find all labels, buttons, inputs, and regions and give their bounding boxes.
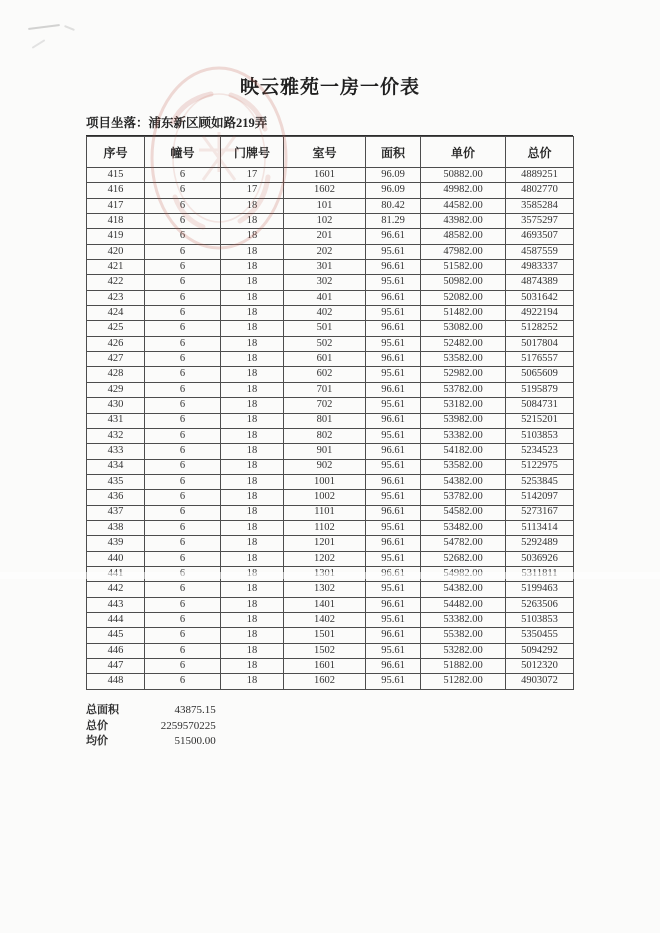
table-row <box>87 674 574 689</box>
table-cell: 54782.00 <box>421 536 506 551</box>
table-cell: 18 <box>221 474 284 489</box>
table-cell: 53482.00 <box>421 520 506 535</box>
table-cell: 6 <box>145 536 221 551</box>
table-cell: 52982.00 <box>421 367 506 382</box>
table-cell: 429 <box>87 382 145 397</box>
table-cell: 702 <box>284 398 366 413</box>
table-cell: 801 <box>284 413 366 428</box>
table-cell: 1501 <box>284 628 366 643</box>
table-cell: 301 <box>284 260 366 275</box>
table-row <box>87 505 574 520</box>
table-row <box>87 244 574 259</box>
table-cell: 402 <box>284 306 366 321</box>
table-row <box>87 536 574 551</box>
table-row <box>87 459 574 474</box>
table-cell: 18 <box>221 290 284 305</box>
table-cell: 1402 <box>284 612 366 627</box>
table-row <box>87 520 574 535</box>
table-cell: 95.61 <box>366 520 421 535</box>
table-cell: 5031642 <box>506 290 574 305</box>
table-cell: 701 <box>284 382 366 397</box>
table-cell: 96.61 <box>366 290 421 305</box>
table-row <box>87 582 574 597</box>
col-header-seq: 序号 <box>87 137 145 168</box>
table-cell: 48582.00 <box>421 229 506 244</box>
table-cell: 52482.00 <box>421 336 506 351</box>
summary-total-price <box>86 719 216 735</box>
avg-price-value: 51500.00 <box>174 735 216 747</box>
table-cell: 601 <box>284 352 366 367</box>
summary-avg-price <box>86 734 216 750</box>
table-cell: 18 <box>221 352 284 367</box>
table-cell: 6 <box>145 597 221 612</box>
table-cell: 6 <box>145 244 221 259</box>
table-cell: 501 <box>284 321 366 336</box>
table-cell: 5017804 <box>506 336 574 351</box>
table-cell: 6 <box>145 306 221 321</box>
table-cell: 18 <box>221 490 284 505</box>
table-cell: 50882.00 <box>421 168 506 183</box>
table-cell: 6 <box>145 659 221 674</box>
col-header-building: 幢号 <box>145 137 221 168</box>
table-cell: 6 <box>145 413 221 428</box>
table-cell: 101 <box>284 198 366 213</box>
total-price-value: 2259570225 <box>160 719 216 732</box>
table-cell: 6 <box>145 260 221 275</box>
table-cell: 54382.00 <box>421 582 506 597</box>
table-cell: 95.61 <box>366 275 421 290</box>
table-row <box>87 444 574 459</box>
table-cell: 54182.00 <box>421 444 506 459</box>
table-row <box>87 336 574 351</box>
table-cell: 53582.00 <box>421 352 506 367</box>
table-cell: 96.61 <box>366 628 421 643</box>
table-cell: 96.61 <box>366 505 421 520</box>
price-table-body <box>87 168 574 690</box>
table-cell: 54382.00 <box>421 474 506 489</box>
table-row <box>87 367 574 382</box>
total-area-label: 总面积 <box>86 704 119 716</box>
table-cell: 6 <box>145 168 221 183</box>
table-cell: 53282.00 <box>421 643 506 658</box>
table-cell: 6 <box>145 290 221 305</box>
table-cell: 18 <box>221 321 284 336</box>
scan-mark <box>28 24 60 30</box>
scan-mark <box>32 39 46 49</box>
table-cell: 6 <box>145 183 221 198</box>
table-cell: 6 <box>145 612 221 627</box>
table-cell: 422 <box>87 275 145 290</box>
table-cell: 53582.00 <box>421 459 506 474</box>
col-header-unit-price: 单价 <box>421 137 506 168</box>
table-cell: 6 <box>145 398 221 413</box>
table-cell: 95.61 <box>366 459 421 474</box>
table-cell: 53782.00 <box>421 490 506 505</box>
table-row <box>87 612 574 627</box>
scan-artifact-band <box>0 572 660 579</box>
table-cell: 6 <box>145 490 221 505</box>
table-cell: 43982.00 <box>421 214 506 229</box>
table-cell: 5012320 <box>506 659 574 674</box>
table-cell: 96.61 <box>366 352 421 367</box>
table-cell: 502 <box>284 336 366 351</box>
table-cell: 96.61 <box>366 413 421 428</box>
col-header-total-price: 总价 <box>506 137 574 168</box>
table-cell: 1302 <box>284 582 366 597</box>
table-cell: 1602 <box>284 674 366 689</box>
table-cell: 18 <box>221 444 284 459</box>
summary-total-area <box>86 703 216 719</box>
table-cell: 1601 <box>284 659 366 674</box>
table-row <box>87 198 574 213</box>
table-cell: 421 <box>87 260 145 275</box>
table-cell: 95.61 <box>366 244 421 259</box>
table-cell: 96.61 <box>366 659 421 674</box>
table-cell: 53382.00 <box>421 428 506 443</box>
table-cell: 95.61 <box>366 612 421 627</box>
table-cell: 96.61 <box>366 536 421 551</box>
project-location-label: 项目坐落：浦东新区顾如路219弄 <box>86 113 573 137</box>
table-cell: 51482.00 <box>421 306 506 321</box>
table-cell: 18 <box>221 198 284 213</box>
table-cell: 5113414 <box>506 520 574 535</box>
table-cell: 5253845 <box>506 474 574 489</box>
table-cell: 18 <box>221 597 284 612</box>
table-cell: 6 <box>145 674 221 689</box>
table-cell: 18 <box>221 536 284 551</box>
table-cell: 1101 <box>284 505 366 520</box>
table-cell: 5215201 <box>506 413 574 428</box>
table-cell: 6 <box>145 214 221 229</box>
table-header-row <box>87 137 574 168</box>
table-cell: 4922194 <box>506 306 574 321</box>
table-cell: 18 <box>221 520 284 535</box>
table-row <box>87 321 574 336</box>
table-cell: 51582.00 <box>421 260 506 275</box>
table-cell: 5103853 <box>506 428 574 443</box>
scan-mark <box>64 25 75 31</box>
table-cell: 434 <box>87 459 145 474</box>
table-row <box>87 382 574 397</box>
table-cell: 96.61 <box>366 444 421 459</box>
table-cell: 4693507 <box>506 229 574 244</box>
table-cell: 18 <box>221 551 284 566</box>
table-cell: 1401 <box>284 597 366 612</box>
table-cell: 6 <box>145 474 221 489</box>
table-cell: 420 <box>87 244 145 259</box>
table-cell: 4874389 <box>506 275 574 290</box>
table-cell: 5350455 <box>506 628 574 643</box>
table-cell: 18 <box>221 612 284 627</box>
table-cell: 18 <box>221 367 284 382</box>
table-cell: 53782.00 <box>421 382 506 397</box>
table-cell: 1102 <box>284 520 366 535</box>
table-cell: 6 <box>145 628 221 643</box>
table-row <box>87 428 574 443</box>
table-cell: 18 <box>221 459 284 474</box>
table-cell: 446 <box>87 643 145 658</box>
table-cell: 901 <box>284 444 366 459</box>
table-cell: 18 <box>221 306 284 321</box>
table-cell: 5128252 <box>506 321 574 336</box>
table-cell: 18 <box>221 628 284 643</box>
table-cell: 6 <box>145 444 221 459</box>
col-header-area: 面积 <box>366 137 421 168</box>
table-cell: 54482.00 <box>421 597 506 612</box>
table-cell: 54582.00 <box>421 505 506 520</box>
table-row <box>87 183 574 198</box>
table-cell: 96.61 <box>366 474 421 489</box>
table-cell: 18 <box>221 275 284 290</box>
table-cell: 437 <box>87 505 145 520</box>
table-cell: 47982.00 <box>421 244 506 259</box>
table-cell: 401 <box>284 290 366 305</box>
table-cell: 6 <box>145 551 221 566</box>
table-cell: 435 <box>87 474 145 489</box>
table-cell: 96.09 <box>366 183 421 198</box>
table-cell: 4889251 <box>506 168 574 183</box>
table-cell: 1002 <box>284 490 366 505</box>
table-cell: 442 <box>87 582 145 597</box>
table-cell: 6 <box>145 643 221 658</box>
table-cell: 18 <box>221 260 284 275</box>
table-cell: 423 <box>87 290 145 305</box>
table-cell: 302 <box>284 275 366 290</box>
col-header-room: 室号 <box>284 137 366 168</box>
table-cell: 6 <box>145 505 221 520</box>
table-row <box>87 290 574 305</box>
table-cell: 6 <box>145 198 221 213</box>
table-cell: 440 <box>87 551 145 566</box>
table-cell: 18 <box>221 674 284 689</box>
table-cell: 96.61 <box>366 229 421 244</box>
table-cell: 415 <box>87 168 145 183</box>
table-cell: 4587559 <box>506 244 574 259</box>
table-cell: 95.61 <box>366 582 421 597</box>
table-cell: 443 <box>87 597 145 612</box>
table-row <box>87 398 574 413</box>
table-cell: 95.61 <box>366 398 421 413</box>
table-cell: 6 <box>145 367 221 382</box>
col-header-door: 门牌号 <box>221 137 284 168</box>
table-cell: 18 <box>221 505 284 520</box>
table-cell: 431 <box>87 413 145 428</box>
table-row <box>87 275 574 290</box>
total-area-value: 43875.15 <box>174 704 216 716</box>
table-cell: 444 <box>87 612 145 627</box>
table-cell: 438 <box>87 520 145 535</box>
table-cell: 18 <box>221 244 284 259</box>
table-cell: 5084731 <box>506 398 574 413</box>
table-cell: 51282.00 <box>421 674 506 689</box>
table-cell: 81.29 <box>366 214 421 229</box>
table-cell: 202 <box>284 244 366 259</box>
table-cell: 5273167 <box>506 505 574 520</box>
table-cell: 18 <box>221 643 284 658</box>
table-cell: 18 <box>221 582 284 597</box>
table-cell: 96.09 <box>366 168 421 183</box>
table-cell: 6 <box>145 229 221 244</box>
table-cell: 428 <box>87 367 145 382</box>
table-cell: 418 <box>87 214 145 229</box>
table-cell: 53082.00 <box>421 321 506 336</box>
price-table <box>86 136 574 690</box>
table-cell: 18 <box>221 229 284 244</box>
table-cell: 201 <box>284 229 366 244</box>
table-cell: 433 <box>87 444 145 459</box>
summary-block <box>86 703 216 750</box>
table-cell: 430 <box>87 398 145 413</box>
table-cell: 95.61 <box>366 551 421 566</box>
table-cell: 17 <box>221 168 284 183</box>
table-cell: 4802770 <box>506 183 574 198</box>
table-cell: 95.61 <box>366 367 421 382</box>
table-cell: 436 <box>87 490 145 505</box>
table-cell: 5103853 <box>506 612 574 627</box>
table-row <box>87 643 574 658</box>
table-cell: 445 <box>87 628 145 643</box>
table-row <box>87 597 574 612</box>
table-row <box>87 413 574 428</box>
table-cell: 18 <box>221 214 284 229</box>
table-cell: 6 <box>145 321 221 336</box>
table-cell: 96.61 <box>366 260 421 275</box>
table-cell: 6 <box>145 428 221 443</box>
table-cell: 5036926 <box>506 551 574 566</box>
table-cell: 53982.00 <box>421 413 506 428</box>
table-cell: 602 <box>284 367 366 382</box>
table-cell: 902 <box>284 459 366 474</box>
table-cell: 5122975 <box>506 459 574 474</box>
table-cell: 439 <box>87 536 145 551</box>
table-cell: 5094292 <box>506 643 574 658</box>
table-row <box>87 306 574 321</box>
table-cell: 6 <box>145 275 221 290</box>
table-cell: 448 <box>87 674 145 689</box>
table-row <box>87 168 574 183</box>
table-cell: 50982.00 <box>421 275 506 290</box>
table-cell: 5195879 <box>506 382 574 397</box>
table-row <box>87 551 574 566</box>
table-cell: 17 <box>221 183 284 198</box>
table-cell: 5176557 <box>506 352 574 367</box>
table-cell: 1201 <box>284 536 366 551</box>
table-cell: 55382.00 <box>421 628 506 643</box>
table-row <box>87 214 574 229</box>
table-cell: 417 <box>87 198 145 213</box>
table-cell: 1001 <box>284 474 366 489</box>
table-row <box>87 260 574 275</box>
table-row <box>87 352 574 367</box>
table-cell: 6 <box>145 520 221 535</box>
table-cell: 18 <box>221 336 284 351</box>
table-cell: 18 <box>221 659 284 674</box>
table-cell: 5065609 <box>506 367 574 382</box>
table-cell: 4983337 <box>506 260 574 275</box>
table-cell: 447 <box>87 659 145 674</box>
table-cell: 432 <box>87 428 145 443</box>
table-cell: 3575297 <box>506 214 574 229</box>
table-cell: 96.61 <box>366 321 421 336</box>
table-cell: 95.61 <box>366 428 421 443</box>
table-cell: 52082.00 <box>421 290 506 305</box>
table-cell: 3585284 <box>506 198 574 213</box>
page-title: 映云雅苑一房一价表 <box>239 77 420 98</box>
table-cell: 6 <box>145 352 221 367</box>
table-cell: 1202 <box>284 551 366 566</box>
table-cell: 5142097 <box>506 490 574 505</box>
table-cell: 5199463 <box>506 582 574 597</box>
table-cell: 44582.00 <box>421 198 506 213</box>
table-cell: 95.61 <box>366 490 421 505</box>
table-cell: 95.61 <box>366 674 421 689</box>
table-cell: 18 <box>221 398 284 413</box>
table-cell: 53182.00 <box>421 398 506 413</box>
table-cell: 419 <box>87 229 145 244</box>
table-row <box>87 474 574 489</box>
table-cell: 96.61 <box>366 597 421 612</box>
table-cell: 427 <box>87 352 145 367</box>
table-cell: 18 <box>221 413 284 428</box>
table-cell: 18 <box>221 382 284 397</box>
table-cell: 802 <box>284 428 366 443</box>
table-cell: 96.61 <box>366 382 421 397</box>
total-price-label: 总价 <box>86 719 108 732</box>
table-cell: 5234523 <box>506 444 574 459</box>
table-row <box>87 229 574 244</box>
table-cell: 6 <box>145 336 221 351</box>
table-cell: 1602 <box>284 183 366 198</box>
table-cell: 424 <box>87 306 145 321</box>
table-cell: 425 <box>87 321 145 336</box>
table-cell: 80.42 <box>366 198 421 213</box>
table-cell: 51882.00 <box>421 659 506 674</box>
table-row <box>87 659 574 674</box>
table-cell: 53382.00 <box>421 612 506 627</box>
table-cell: 5263506 <box>506 597 574 612</box>
table-cell: 6 <box>145 582 221 597</box>
table-cell: 49982.00 <box>421 183 506 198</box>
table-cell: 4903072 <box>506 674 574 689</box>
table-row <box>87 628 574 643</box>
table-cell: 6 <box>145 459 221 474</box>
table-cell: 5292489 <box>506 536 574 551</box>
table-cell: 1601 <box>284 168 366 183</box>
table-cell: 95.61 <box>366 336 421 351</box>
table-cell: 426 <box>87 336 145 351</box>
table-cell: 1502 <box>284 643 366 658</box>
table-row <box>87 490 574 505</box>
table-cell: 416 <box>87 183 145 198</box>
avg-price-label: 均价 <box>86 735 108 747</box>
table-cell: 52682.00 <box>421 551 506 566</box>
table-cell: 95.61 <box>366 643 421 658</box>
table-cell: 95.61 <box>366 306 421 321</box>
table-cell: 102 <box>284 214 366 229</box>
table-cell: 6 <box>145 382 221 397</box>
table-cell: 18 <box>221 428 284 443</box>
